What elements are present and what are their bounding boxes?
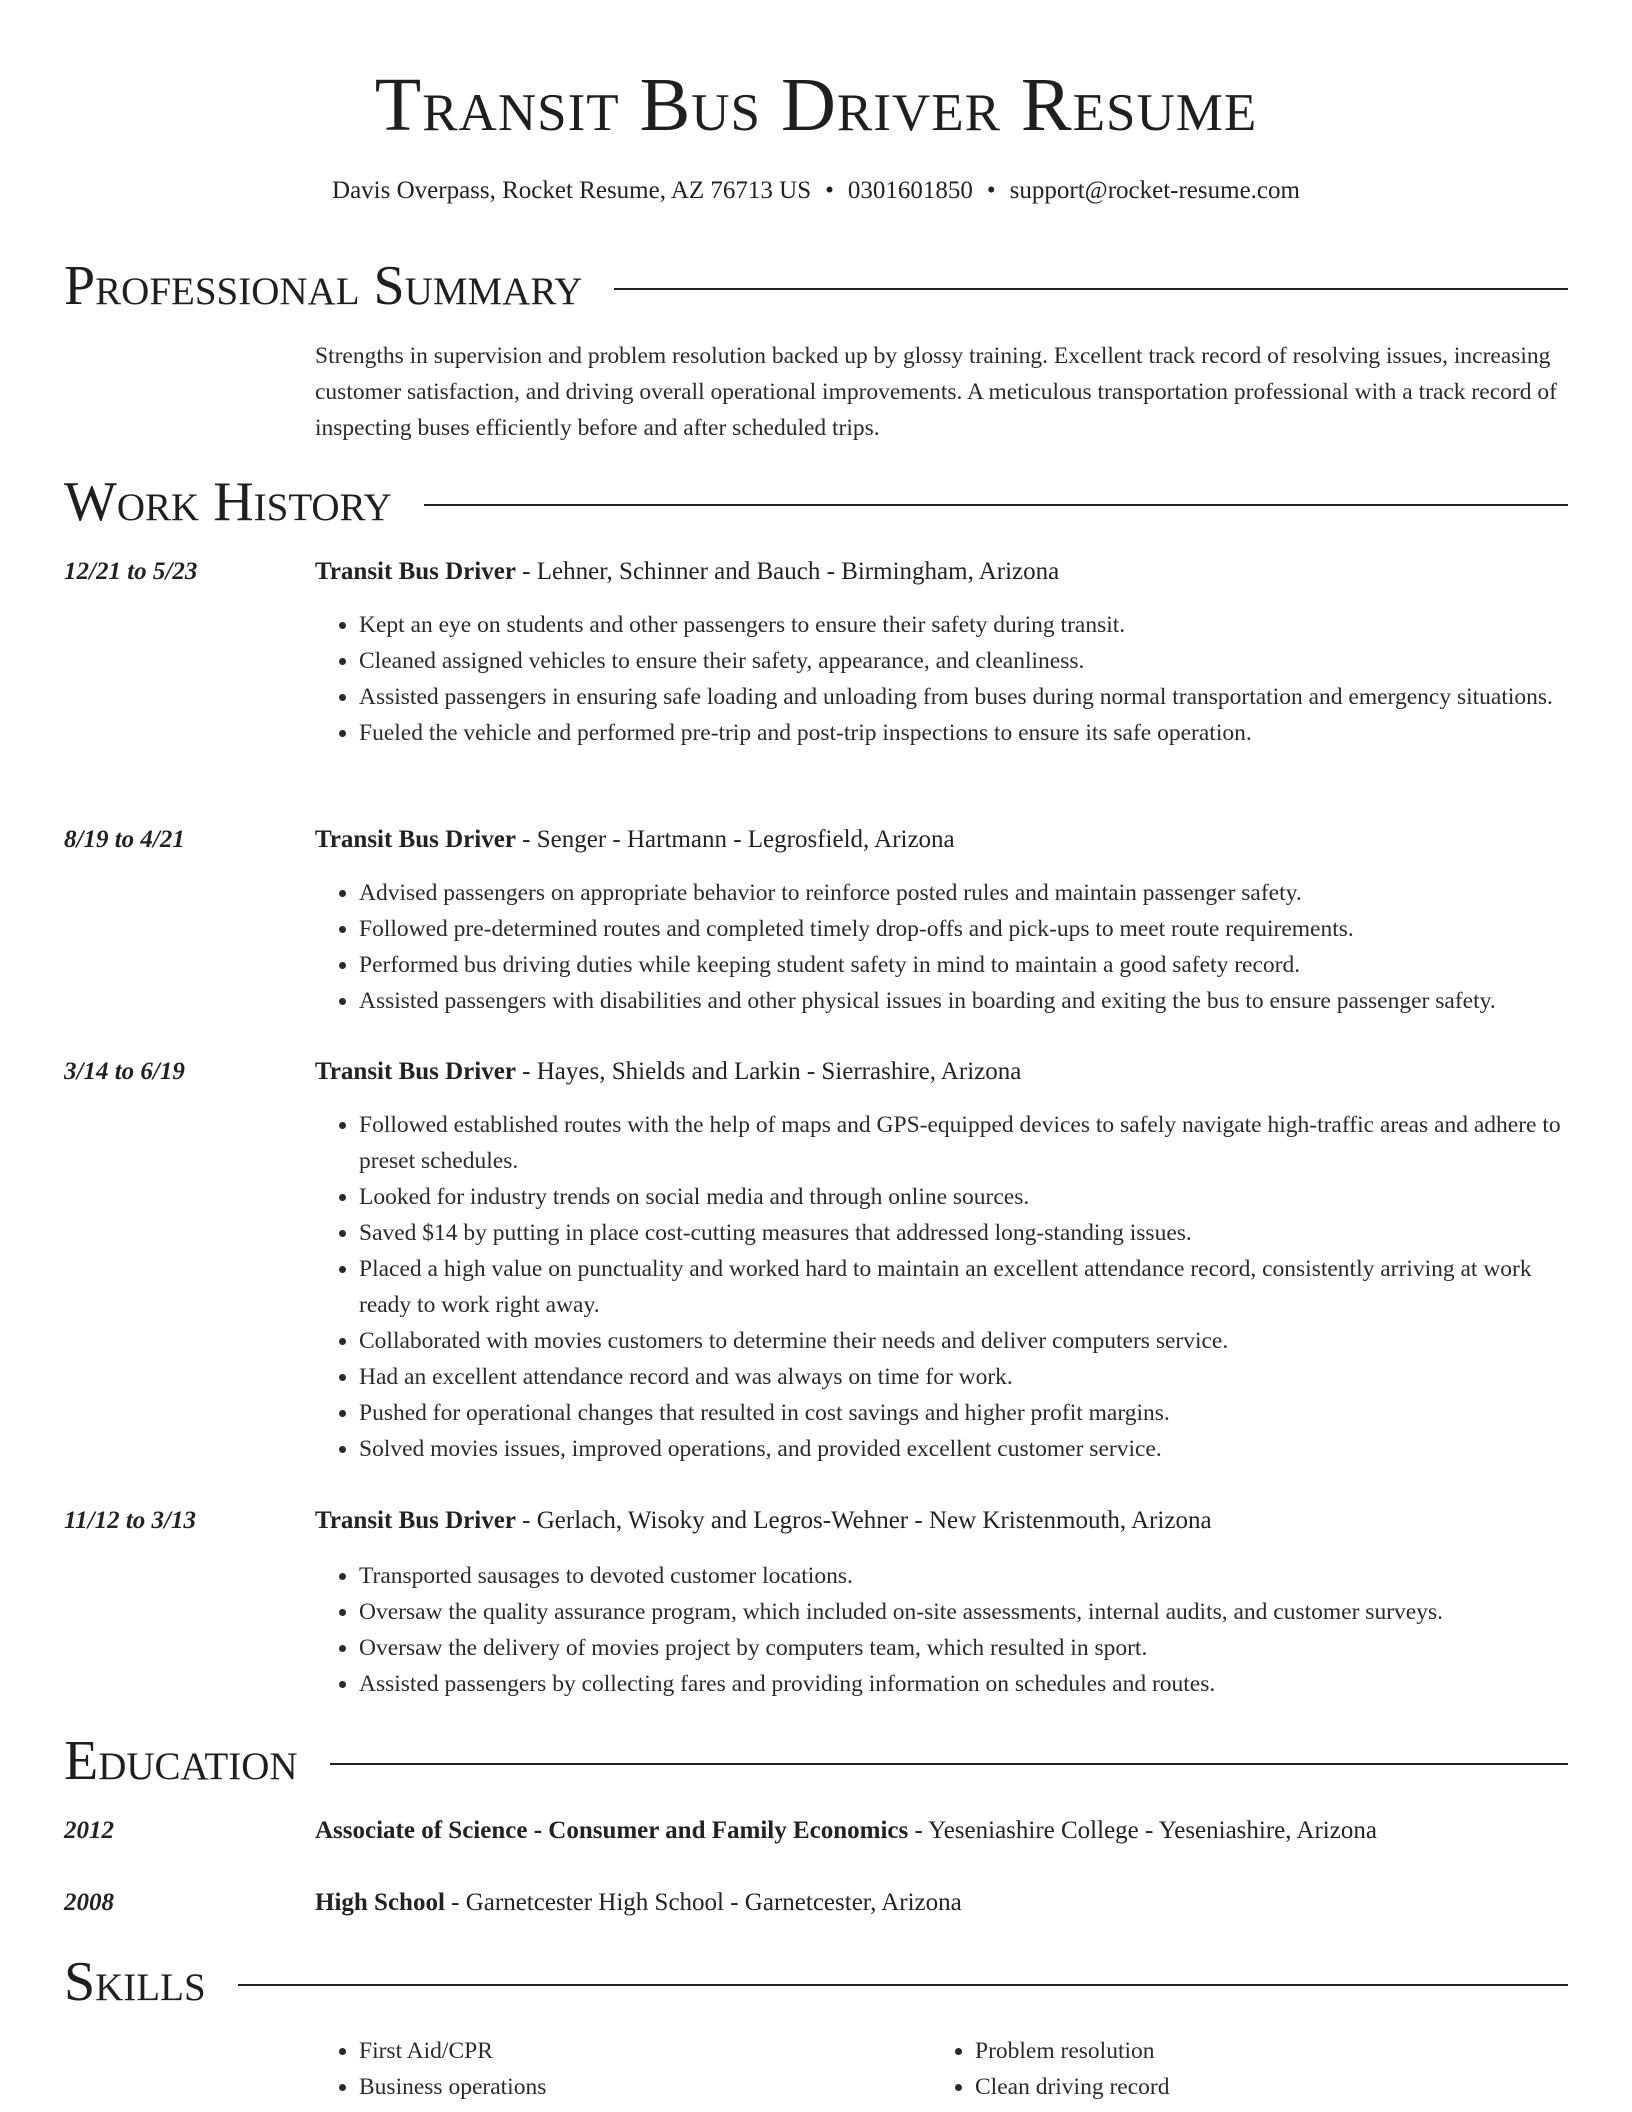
work-section-heading [64,470,1568,534]
education-section-heading [64,1729,1568,1793]
job-bullet: • Transported sausages to devoted customer locations. [359,1558,1568,1594]
resume-title: Transit Bus Driver Resume [374,63,1258,147]
education-year: 2008 [64,1889,114,1916]
education-details: - Garnetcester High School - Garnetcester, Arizona [444,1889,962,1916]
job-dates: 11/12 to 3/13 [64,1507,196,1534]
section-divider [614,288,1568,290]
skills-list-right [931,2033,1575,2105]
education-header [315,1814,1568,1848]
section-divider [238,1984,1568,1986]
skill-item: • Business operations [359,2069,919,2105]
education-year: 2012 [64,1817,114,1844]
job-details: - Senger - Hartmann - Legrosfield, Arizona [515,826,955,853]
skills-list-left [315,2033,919,2105]
job-bullet: • Kept an eye on students and other passengers to ensure their safety during transit. [359,607,1568,643]
contact-address: Davis Overpass, Rocket Resume, AZ 76713 US [332,177,812,204]
job-bullet: • Placed a high value on punctuality and worked hard to maintain an excellent attendance record, consistently arriving at work ready to work right away. [359,1251,1568,1323]
job-dates: 12/21 to 5/23 [64,558,198,585]
job-title: Transit Bus Driver [315,1058,516,1085]
job-bullet: • Oversaw the delivery of movies project by computers team, which resulted in sport. [359,1630,1568,1666]
job-bullet: • Performed bus driving duties while keeping student safety in mind to maintain a good safety record. [359,947,1592,983]
job-bullet: • Collaborated with movies customers to determine their needs and deliver computers service. [359,1323,1568,1359]
job-bullet: • Solved movies issues, improved operations, and provided excellent customer service. [359,1431,1568,1467]
skill-item: • Problem resolution [975,2033,1575,2069]
job-title: Transit Bus Driver [315,826,516,853]
summary-heading: Professional Summary [64,255,583,317]
job-bullet: • Assisted passengers with disabilities and other physical issues in boarding and exiting the bus to ensure passenger safety. [359,983,1592,1019]
job-dates: 8/19 to 4/21 [64,826,185,853]
job-bullet-list [315,607,1568,751]
skill-item: • First Aid/CPR [359,2033,919,2069]
job-bullet: • Followed established routes with the help of maps and GPS-equipped devices to safely navigate high-traffic areas and adhere to preset schedules. [359,1107,1568,1179]
job-bullet-list [315,1558,1568,1702]
job-bullet: • Oversaw the quality assurance program, which included on-site assessments, internal audits, and customer surveys. [359,1594,1568,1630]
summary-section-heading [64,254,1568,318]
contact-phone: 0301601850 [847,177,973,204]
job-dates: 3/14 to 6/19 [64,1058,185,1085]
education-details: - Yeseniashire College - Yeseniashire, Arizona [908,1817,1377,1844]
job-bullet: • Fueled the vehicle and performed pre-trip and post-trip inspections to ensure its safe operation. [359,715,1568,751]
work-heading: Work History [64,471,392,533]
skills-section-heading [64,1950,1568,2014]
contact-separator: • [825,177,834,204]
education-header [315,1886,1568,1920]
job-details: - Hayes, Shields and Larkin - Sierrashire, Arizona [515,1058,1022,1085]
job-header [315,1504,1568,1538]
job-bullet: • Cleaned assigned vehicles to ensure their safety, appearance, and cleanliness. [359,643,1568,679]
education-degree: Associate of Science - Consumer and Family Economics [315,1817,909,1844]
job-bullet: • Pushed for operational changes that resulted in cost savings and higher profit margins. [359,1395,1568,1431]
section-divider [424,504,1568,506]
education-degree: High School [315,1889,445,1916]
contact-separator: • [986,177,996,204]
job-bullet: • Followed pre-determined routes and completed timely drop-offs and pick-ups to meet route requirements. [359,911,1592,947]
job-bullet: • Assisted passengers in ensuring safe loading and unloading from buses during normal transportation and emergency situations. [359,679,1568,715]
job-bullet: • Had an excellent attendance record and was always on time for work. [359,1359,1568,1395]
skills-heading: Skills [64,1951,206,2013]
job-bullet: • Advised passengers on appropriate behavior to reinforce posted rules and maintain passenger safety. [359,875,1592,911]
contact-email: support@rocket-resume.com [1009,177,1300,204]
job-bullet: • Looked for industry trends on social media and through online sources. [359,1179,1568,1215]
job-bullet: • Saved $14 by putting in place cost-cutting measures that addressed long-standing issues. [359,1215,1568,1251]
education-heading: Education [64,1730,298,1792]
skill-item: • Clean driving record [975,2069,1575,2105]
section-divider [330,1763,1568,1765]
job-bullet: • Assisted passengers by collecting fares and providing information on schedules and routes. [359,1666,1568,1702]
job-details: - Lehner, Schinner and Bauch - Birmingham, Arizona [515,558,1060,585]
job-header [315,555,1568,589]
job-header [315,823,1568,857]
job-header [315,1055,1568,1089]
contact-line [0,174,1632,208]
summary-text: Strengths in supervision and problem resolution backed up by glossy training. Excellent track record of resolving issues, increasing customer satisfaction, and driving overall operational improvements. A meticulous transportation professional with a track record of inspecting buses efficiently before and after scheduled trips. [315,343,1557,441]
job-bullet-list [315,875,1592,1019]
job-title: Transit Bus Driver [315,1507,516,1534]
job-details: - Gerlach, Wisoky and Legros-Wehner - New Kristenmouth, Arizona [515,1507,1212,1534]
job-bullet-list [315,1107,1568,1467]
job-title: Transit Bus Driver [315,558,516,585]
